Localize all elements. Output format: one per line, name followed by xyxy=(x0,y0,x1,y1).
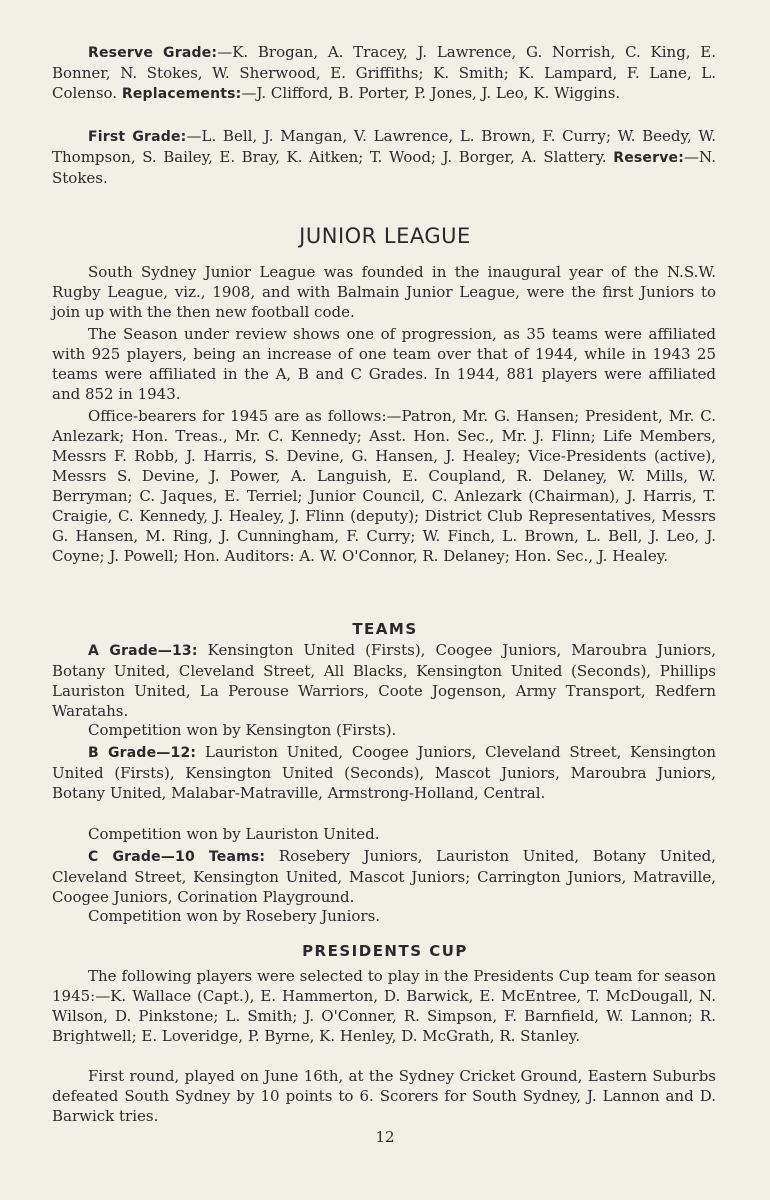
first-grade-label: First Grade: xyxy=(88,129,187,145)
b-grade-label: B Grade—12: xyxy=(88,745,197,761)
teams-heading: TEAMS xyxy=(352,620,418,638)
b-grade-text: Lauriston United, Coogee Juniors, Cleveland Street, Kensington United (Firsts), Kensington United (Seconds), Mascot Juniors, Maroubra Juniors, Botany United, Malabar-Matraville, Armstrong-Holland, Central. xyxy=(52,743,716,802)
a-grade-text: Kensington United (Firsts), Coogee Juniors, Maroubra Juniors, Botany United, Cleveland Street, All Blacks, Kensington United (Seconds), Phillips Lauriston United, La Perouse Warriors, Coote Jogenson, Army Transport, Redfern Waratahs. xyxy=(52,641,716,720)
junior-league-heading: JUNIOR LEAGUE xyxy=(299,224,471,248)
a-grade-label: A Grade—13: xyxy=(88,643,198,659)
reserve-label: Reserve: xyxy=(613,150,685,166)
a-grade-winner: Competition won by Kensington (Firsts). xyxy=(88,721,397,739)
c-grade-text: Rosebery Juniors, Lauriston United, Botany United, Cleveland Street, Kensington United, Mascot Juniors; Carrington Juniors, Matraville, Coogee Juniors, Corination Playground. xyxy=(52,847,716,906)
b-grade-winner: Competition won by Lauriston United. xyxy=(88,825,380,843)
reserve-text: —N. Stokes. xyxy=(52,148,716,187)
junior-league-paragraph-2: The Season under review shows one of progression, as 35 teams were affiliated with 925 players, being an increase of one team over that of 1944, while in 1943 25 teams were affiliated in the A, B and C Grades. In 1944, 881 players were affiliated and 852 in 1943. xyxy=(52,325,716,403)
c-grade-label: C Grade—10 Teams: xyxy=(88,849,266,865)
reserve-grade-paragraph xyxy=(52,42,716,104)
presidents-cup-paragraph-2: First round, played on June 16th, at the Sydney Cricket Ground, Eastern Suburbs defeated South Sydney by 10 points to 6. Scorers for South Sydney, J. Lannon and D. Barwick tries. xyxy=(52,1067,716,1125)
a-grade-paragraph xyxy=(52,640,716,721)
c-grade-paragraph xyxy=(52,846,716,907)
first-grade-paragraph xyxy=(52,126,716,188)
presidents-cup-paragraph-1: The following players were selected to play in the Presidents Cup team for season 1945:—K. Wallace (Capt.), E. Hammerton, D. Barwick, E. McEntree, T. McDougall, N. Wilson, D. Pinkstone; L. Smith; J. O'Conner, R. Simpson, F. Barnfield, W. Lannon; R. Brightwell; E. Loveridge, P. Byrne, K. Henley, D. McGrath, R. Stanley. xyxy=(52,967,716,1045)
page-number: 12 xyxy=(375,1128,395,1146)
b-grade-paragraph xyxy=(52,742,716,803)
office-bearers-paragraph: Office-bearers for 1945 are as follows:—Patron, Mr. G. Hansen; President, Mr. C. Anlezark; Hon. Treas., Mr. C. Kennedy; Asst. Hon. Sec., Mr. J. Flinn; Life Members, Messrs F. Robb, J. Harris, S. Devine, G. Hansen, J. Healey; Vice-Presidents (active), Messrs S. Devine, J. Power, A. Languish, E. Coupland, R. Delaney, W. Mills, W. Berryman; C. Jaques, E. Terriel; Junior Council, C. Anlezark (Chairman), J. Harris, T. Craigie, C. Kennedy, J. Healey, J. Flinn (deputy); District Club Representatives, Messrs G. Hansen, M. Ring, J. Cunningham, F. Curry; W. Finch, L. Brown, L. Bell, J. Leo, J. Coyne; J. Powell; Hon. Auditors: A. W. O'Connor, R. Delaney; Hon. Sec., J. Healey. xyxy=(52,407,716,565)
reserve-grade-label: Reserve Grade: xyxy=(88,45,218,61)
replacements-label: Replacements: xyxy=(121,86,242,102)
presidents-cup-heading: PRESIDENTS CUP xyxy=(302,942,468,960)
first-grade-text: —L. Bell, J. Mangan, V. Lawrence, L. Brown, F. Curry; W. Beedy, W. Thompson, S. Bailey, E. Bray, K. Aitken; T. Wood; J. Borger, A. Slattery. xyxy=(52,127,716,166)
reserve-grade-text: —K. Brogan, A. Tracey, J. Lawrence, G. Norrish, C. King, E. Bonner, N. Stokes, W. Sherwood, E. Griffiths; K. Smith; K. Lampard, F. Lane, L. Colenso. xyxy=(52,43,717,102)
junior-league-paragraph-1: South Sydney Junior League was founded in the inaugural year of the N.S.W. Rugby League, viz., 1908, and with Balmain Junior League, were the first Juniors to join up with the then new football code. xyxy=(52,263,716,321)
c-grade-winner: Competition won by Rosebery Juniors. xyxy=(88,907,381,925)
replacements-text: —J. Clifford, B. Porter, P. Jones, J. Leo, K. Wiggins. xyxy=(241,84,621,102)
